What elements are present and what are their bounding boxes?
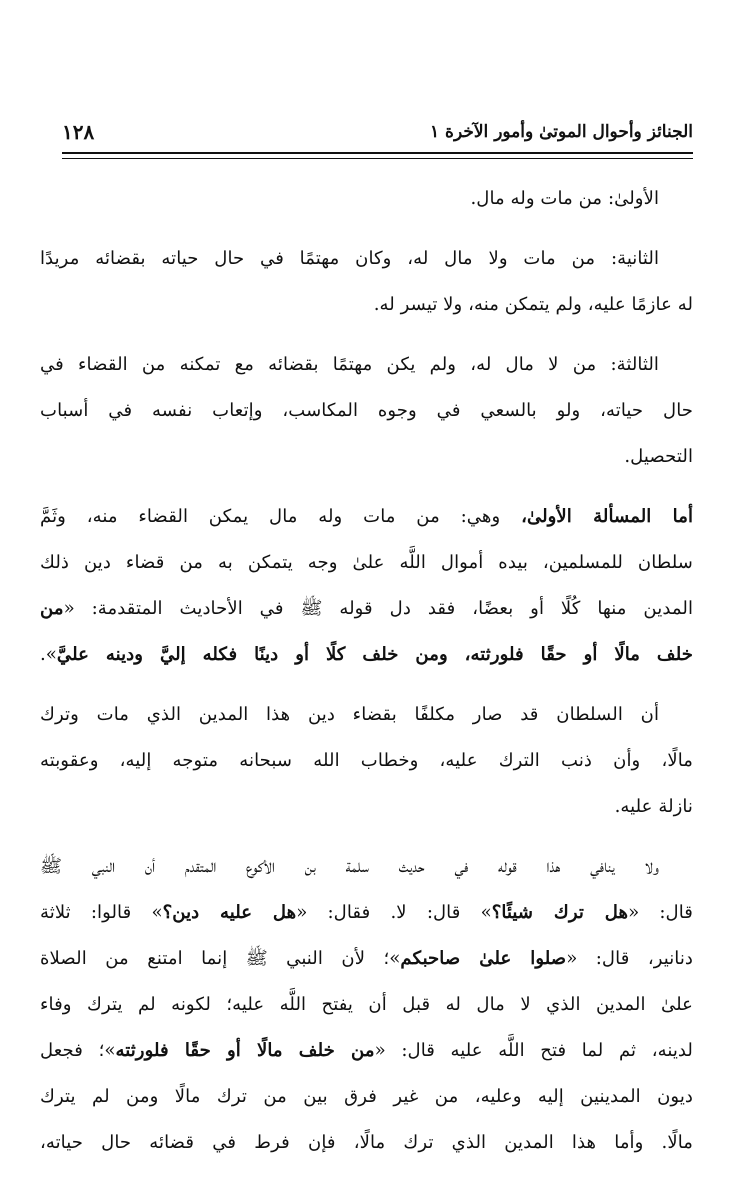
text-line: ديون المدينين إليه وعليه، من غير فرق بين من ترك مالًا ومن لم يترك (40, 1086, 693, 1107)
paragraph-5 (40, 692, 693, 830)
text-line: أما المسألة الأولىٰ، وهي: من مات وله مال يمكن القضاء منه، وثَمَّ (40, 506, 693, 527)
paragraph-1 (40, 176, 693, 222)
text-line: سلطان للمسلمين، بيده أموال اللَّه علىٰ وجه يتمكن به من قضاء دين ذلك (40, 552, 693, 573)
text-line: له عازمًا عليه، ولم يتمكن منه، ولا تيسر له. (373, 294, 693, 315)
paragraph-2 (40, 236, 693, 328)
header-rule-thick (62, 152, 693, 154)
running-title: الجنائز وأحوال الموتىٰ وأمور الآخرة ١ (430, 122, 693, 142)
page-number: ١٢٨ (62, 120, 95, 144)
header-rule-thin (62, 158, 693, 159)
text-line: دنانير، قال: «صلوا علىٰ صاحبكم»؛ لأن النبي ﷺ إنما امتنع من الصلاة (40, 948, 693, 969)
page-header (62, 116, 693, 148)
paragraph-4 (40, 494, 693, 678)
text-line: مالًا. وأما هذا المدين الذي ترك مالًا، فإن فرط في قضائه حال حياته، (40, 1132, 693, 1153)
text-line: الأولىٰ: من مات وله مال. (470, 188, 659, 209)
text-line: خلف مالًا أو حقًا فلورثته، ومن خلف كلًا أو دينًا فكله إليَّ ودينه عليَّ». (40, 644, 693, 665)
paragraph-6 (40, 844, 693, 1166)
paragraph-3 (40, 342, 693, 480)
text-line: علىٰ المدين الذي لا مال له قبل أن يفتح اللَّه عليه؛ لكونه لم يترك وفاء (40, 994, 693, 1015)
text-line: التحصيل. (624, 446, 693, 467)
text-line: الثالثة: من لا مال له، ولم يكن مهتمًا بقضائه مع تمكنه من القضاء في (40, 354, 659, 375)
text-line: قال: «هل ترك شيئًا؟» قال: لا. فقال: «هل عليه دين؟» قالوا: ثلاثة (40, 902, 693, 923)
text-line: ولا ينافي هذا قوله في حديث سلمة بن الأكوع المتقدم أن النبي ﷺ (40, 856, 659, 877)
text-line: حال حياته، ولو بالسعي في وجوه المكاسب، وإتعاب نفسه في أسباب (40, 400, 693, 421)
text-line: مالًا، وأن ذنب الترك عليه، وخطاب الله سبحانه متوجه إليه، وعقوبته (40, 750, 693, 771)
text-line: لدينه، ثم لما فتح اللَّه عليه قال: «من خلف مالًا أو حقًا فلورثته»؛ فجعل (40, 1040, 693, 1061)
text-line: أن السلطان قد صار مكلفًا بقضاء دين هذا المدين الذي مات وترك (40, 704, 659, 725)
text-line: الثانية: من مات ولا مال له، وكان مهتمًا في حال حياته بقضائه مريدًا (40, 248, 659, 269)
text-line: المدين منها كُلًا أو بعضًا، فقد دل قوله ﷺ في الأحاديث المتقدمة: «من (40, 598, 693, 619)
body-text (40, 176, 693, 1166)
text-line: نازلة عليه. (614, 796, 693, 817)
